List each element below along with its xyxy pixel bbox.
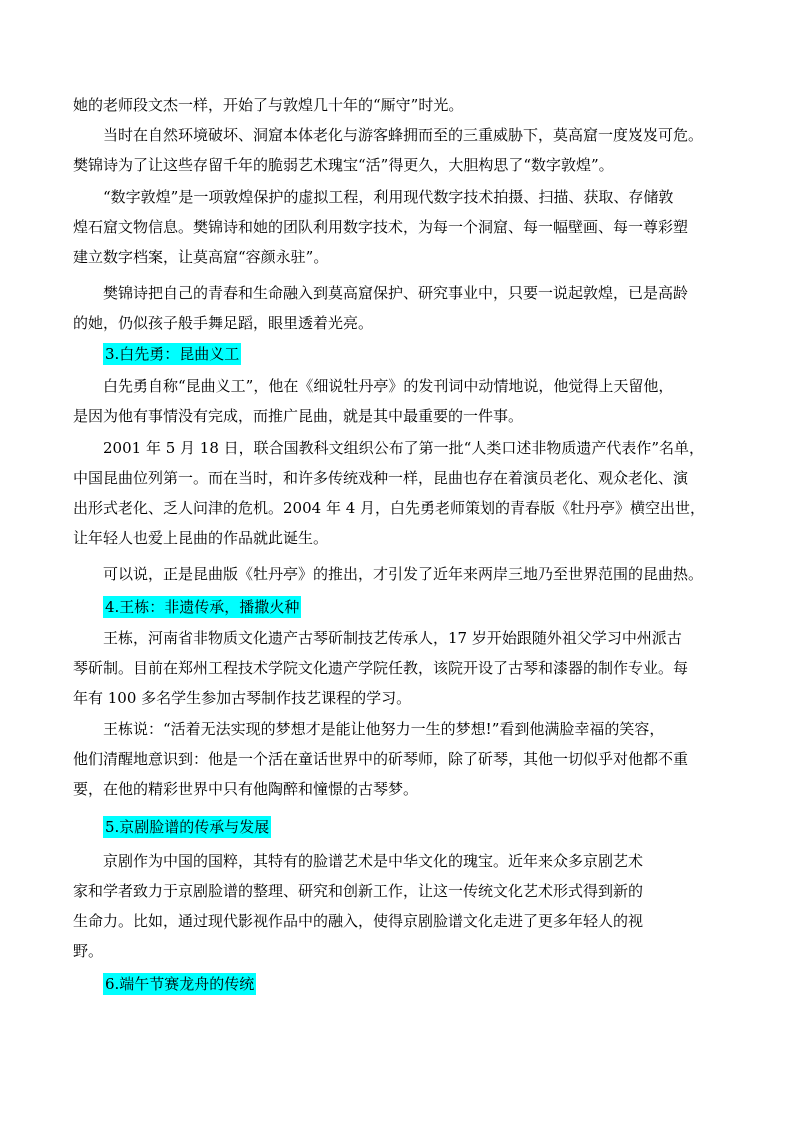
paragraph-6: [73, 559, 723, 589]
paragraph-line: 樊锦诗把自己的青春和生命融入到莫高窟保护、研究事业中，只要一说起敦煌，已是高龄: [103, 284, 689, 302]
paragraph-line: 当时在自然环境破坏、洞窟本体老化与游客蜂拥而至的三重威胁下，莫高窟一度岌岌可危。: [103, 126, 704, 144]
paragraph-line: 可以说，正是昆曲版《牡丹亭》的推出，才引发了近年来两岸三地乃至世界范围的昆曲热。: [103, 565, 704, 583]
paragraph-line: 是因为他有事情没有完成，而推广昆曲，就是其中最重要的一件事。: [73, 407, 524, 425]
paragraph-7: [73, 623, 723, 713]
section-heading-4: 4.王栋：非遗传承，播撒火种: [105, 598, 300, 616]
paragraph-line: 要，在他的精彩世界中只有他陶醉和憧憬的古琴梦。: [73, 780, 419, 798]
paragraph-line: 白先勇自称“昆曲义工”，他在《细说牡丹亭》的发刊词中动情地说，他觉得上天留他，: [103, 377, 674, 395]
paragraph-line: 野。: [73, 942, 104, 960]
paragraph-8: [73, 714, 723, 804]
paragraph-line: 生命力。比如，通过现代影视作品中的融入，使得京剧脸谱文化走进了更多年轻人的视: [73, 912, 644, 930]
paragraph-3: [73, 278, 723, 338]
paragraph-line: “数字敦煌”是一项敦煌保护的虚拟工程，利用现代数字技术拍摄、扫描、获取、存储敦: [103, 188, 674, 206]
paragraph-line: 王栋说：“活着无法实现的梦想才是能让他努力一生的梦想!”看到他满脸幸福的笑容，: [103, 720, 665, 738]
paragraph-line: 樊锦诗为了让这些存留千年的脆弱艺术瑰宝“活”得更久，大胆构思了“数字敦煌”。: [73, 156, 614, 174]
paragraph-line: 家和学者致力于京剧脸谱的整理、研究和创新工作，让这一传统文化艺术形式得到新的: [73, 882, 644, 900]
paragraph-line: 王栋，河南省非物质文化遗产古琴斫制技艺传承人，17 岁开始跟随外祖父学习中州派古: [103, 629, 682, 647]
paragraph-line: 京剧作为中国的国粹，其特有的脸谱艺术是中华文化的瑰宝。近年来众多京剧艺术: [103, 852, 644, 870]
paragraph-1: [73, 120, 723, 180]
paragraph-line: 让年轻人也爱上昆曲的作品就此诞生。: [73, 529, 329, 547]
paragraph-line: 中国昆曲位列第一。而在当时，和许多传统戏种一样，昆曲也存在着演员老化、观众老化、演: [73, 469, 689, 487]
paragraph-line: 2001 年 5 月 18 日，联合国教科文组织公布了第一批“人类口述非物质遗产代表作”名单，: [103, 439, 704, 457]
section-heading-6: 6.端午节赛龙舟的传统: [105, 975, 255, 993]
paragraph-line: 她的老师段文杰一样，开始了与敦煌几十年的“厮守”时光。: [73, 96, 464, 114]
paragraph-line: 年有 100 多名学生参加古琴制作技艺课程的学习。: [73, 689, 412, 707]
section-heading-5: 5.京剧脸谱的传承与发展: [105, 818, 270, 836]
paragraph-line: 琴斫制。目前在郑州工程技术学院文化遗产学院任教，该院开设了古琴和漆器的制作专业。每: [73, 659, 689, 677]
paragraph-4: [73, 371, 723, 431]
paragraph-line: 他们清醒地意识到：他是一个活在童话世界中的斫琴师，除了斫琴，其他一切似乎对他都不重: [73, 750, 689, 768]
paragraph-line: 煌石窟文物信息。樊锦诗和她的团队利用数字技术，为每一个洞窟、每一幅壁画、每一尊彩塑: [73, 218, 689, 236]
section-heading-3: 3.白先勇：昆曲义工: [105, 345, 240, 363]
paragraph-2: [73, 182, 723, 272]
paragraph-9: [73, 846, 723, 966]
paragraph-line: 出形式老化、乏人问津的危机。2004 年 4 月，白先勇老师策划的青春版《牡丹亭》横空出世，: [73, 499, 706, 517]
paragraph-line: 的她，仍似孩子般手舞足蹈，眼里透着光亮。: [73, 314, 374, 332]
paragraph-line: 建立数字档案，让莫高窟“容颜永驻”。: [73, 248, 329, 266]
paragraph-5: [73, 433, 723, 553]
paragraph-0: [73, 90, 723, 120]
